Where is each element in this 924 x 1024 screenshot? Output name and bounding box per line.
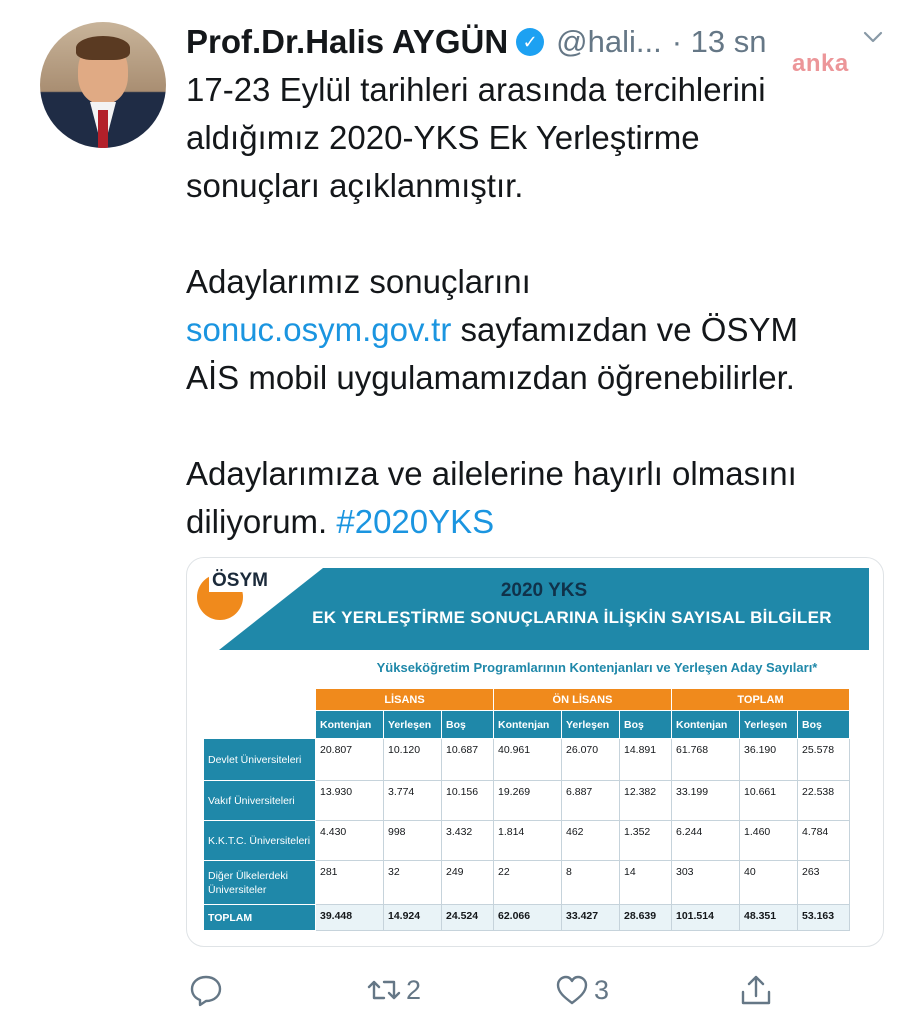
like-button[interactable] <box>554 972 609 1008</box>
table-cell: 14 <box>620 861 672 905</box>
table-cell: 4.784 <box>798 821 850 861</box>
group-header-lisans: LİSANS <box>316 689 494 711</box>
table-cell: 32 <box>384 861 442 905</box>
table-cell: 4.430 <box>316 821 384 861</box>
table-cell: 39.448 <box>316 905 384 931</box>
retweet-icon <box>366 972 402 1008</box>
column-header: Yerleşen <box>562 711 620 739</box>
tweet-line-text: diliyorum. <box>186 503 337 540</box>
retweet-button[interactable] <box>366 972 421 1008</box>
table-cell: 28.639 <box>620 905 672 931</box>
tweet-timestamp[interactable]: · 13 sn <box>671 24 767 59</box>
author-avatar[interactable] <box>40 22 166 148</box>
tweet-header <box>186 20 886 64</box>
author-name[interactable]: Prof.Dr.Halis AYGÜN <box>186 23 509 60</box>
table-cell: 14.891 <box>620 739 672 781</box>
group-header-onlisans: ÖN LİSANS <box>494 689 672 711</box>
tweet-line-rest: sayfamızdan ve ÖSYM <box>451 311 798 348</box>
tweet-line: Adaylarımız sonuçlarını <box>186 263 531 300</box>
table-cell: 48.351 <box>740 905 798 931</box>
table-cell: 101.514 <box>672 905 740 931</box>
reply-icon <box>188 972 224 1008</box>
table-cell: 3.774 <box>384 781 442 821</box>
table-cell: 40 <box>740 861 798 905</box>
column-header: Yerleşen <box>740 711 798 739</box>
table-cell: 303 <box>672 861 740 905</box>
table-cell: 12.382 <box>620 781 672 821</box>
verified-badge-icon: ✓ <box>516 28 544 56</box>
reply-button[interactable] <box>188 972 228 1008</box>
osym-logo-text: ÖSYM <box>209 570 271 592</box>
avatar-hair <box>76 36 130 60</box>
table-cell: 462 <box>562 821 620 861</box>
row-label: Diğer Ülkelerdeki Üniversiteler <box>204 861 316 905</box>
table-cell: 26.070 <box>562 739 620 781</box>
table-cell: 19.269 <box>494 781 562 821</box>
table-cell: 249 <box>442 861 494 905</box>
table-cell: 10.120 <box>384 739 442 781</box>
row-label: K.K.T.C. Üniversiteleri <box>204 821 316 861</box>
column-header: Yerleşen <box>384 711 442 739</box>
hashtag-link[interactable]: #2020YKS <box>336 503 495 540</box>
table-cell: 14.924 <box>384 905 442 931</box>
like-count: 3 <box>594 974 610 1005</box>
table-caption: Yükseköğretim Programlarının Kontenjanları ve Yerleşen Aday Sayıları* <box>376 660 818 675</box>
row-label: Vakıf Üniversiteleri <box>204 781 316 821</box>
stats-table <box>203 688 850 931</box>
table-cell: 998 <box>384 821 442 861</box>
tweet-line-with-hashtag <box>186 498 906 546</box>
column-header: Kontenjan <box>316 711 384 739</box>
image-subtitle: EK YERLEŞTİRME SONUÇLARINA İLİŞKİN SAYISAL BİLGİLER <box>312 608 832 627</box>
author-handle[interactable]: @hali... <box>556 24 662 59</box>
table-cell: 1.814 <box>494 821 562 861</box>
table-row <box>204 821 850 861</box>
table-cell: 3.432 <box>442 821 494 861</box>
table-cell: 1.352 <box>620 821 672 861</box>
table-cell: 13.930 <box>316 781 384 821</box>
table-cell: 22 <box>494 861 562 905</box>
watermark-logo: anka <box>792 50 849 77</box>
image-title: 2020 YKS <box>500 580 588 601</box>
table-cell: 10.687 <box>442 739 494 781</box>
table-cell: 40.961 <box>494 739 562 781</box>
table-cell: 24.524 <box>442 905 494 931</box>
table-row <box>204 861 850 905</box>
tweet-actions <box>186 966 806 1016</box>
tweet-line: Adaylarımıza ve ailelerine hayırlı olmasını <box>186 455 797 492</box>
retweet-count: 2 <box>406 974 422 1005</box>
table-row <box>204 781 850 821</box>
table-cell: 36.190 <box>740 739 798 781</box>
column-header: Kontenjan <box>494 711 562 739</box>
tweet-media-image[interactable] <box>186 557 884 947</box>
table-cell: 263 <box>798 861 850 905</box>
table-cell: 33.199 <box>672 781 740 821</box>
avatar-tie <box>98 110 108 148</box>
table-cell: 6.887 <box>562 781 620 821</box>
tweet-body <box>186 66 906 546</box>
column-header: Boş <box>442 711 494 739</box>
table-total-row <box>204 905 850 931</box>
table-cell: 8 <box>562 861 620 905</box>
table-row <box>204 739 850 781</box>
tweet-line-with-link <box>186 306 906 354</box>
table-cell: 25.578 <box>798 739 850 781</box>
row-label: Devlet Üniversiteleri <box>204 739 316 781</box>
table-cell: 20.807 <box>316 739 384 781</box>
table-cell: 33.427 <box>562 905 620 931</box>
tweet-link[interactable]: sonuc.osym.gov.tr <box>186 311 452 348</box>
share-icon <box>738 972 774 1008</box>
tweet-line: sonuçları açıklanmıştır. <box>186 167 524 204</box>
table-cell: 62.066 <box>494 905 562 931</box>
share-button[interactable] <box>738 972 774 1008</box>
heart-icon <box>554 972 590 1008</box>
row-label: TOPLAM <box>204 905 316 931</box>
table-cell: 6.244 <box>672 821 740 861</box>
tweet-line: aldığımız 2020-YKS Ek Yerleştirme <box>186 119 700 156</box>
table-cell: 53.163 <box>798 905 850 931</box>
table-cell: 10.661 <box>740 781 798 821</box>
tweet-line: 17-23 Eylül tarihleri arasında tercihlerini <box>186 71 766 108</box>
table-cell: 10.156 <box>442 781 494 821</box>
table-cell: 61.768 <box>672 739 740 781</box>
column-header: Boş <box>798 711 850 739</box>
column-header: Boş <box>620 711 672 739</box>
tweet-line: AİS mobil uygulamamızdan öğrenebilirler. <box>186 359 795 396</box>
table-cell: 22.538 <box>798 781 850 821</box>
chevron-down-icon[interactable] <box>862 26 884 48</box>
group-header-toplam: TOPLAM <box>672 689 850 711</box>
table-cell: 1.460 <box>740 821 798 861</box>
table-cell: 281 <box>316 861 384 905</box>
column-header: Kontenjan <box>672 711 740 739</box>
